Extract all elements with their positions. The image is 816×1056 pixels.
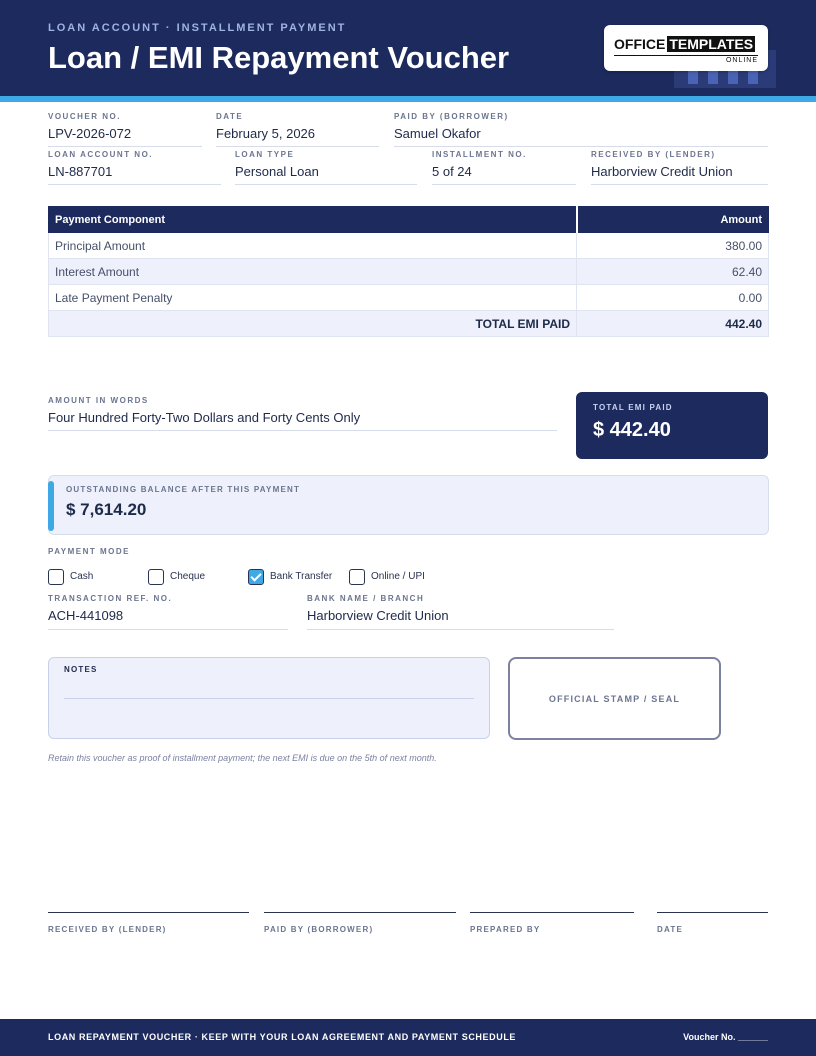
notes-line [64,698,474,699]
amount-cell[interactable]: 0.00 [577,285,769,311]
received-by-field[interactable] [591,150,768,185]
payment-table [48,206,769,337]
accent-bar [0,96,816,102]
field-label: DATE [216,112,244,121]
table-row [49,259,769,285]
signature-received-by[interactable] [48,912,249,937]
field-label: VOUCHER NO. [48,112,121,121]
table-row [49,233,769,259]
field-value: Four Hundred Forty-Two Dollars and Forty Cents Only [48,410,361,425]
total-label: TOTAL EMI PAID [49,311,577,337]
table-total-row [49,311,769,337]
balance-value: $ 7,614.20 [66,500,147,519]
signature-prepared-by[interactable] [470,912,634,937]
signature-label: DATE [657,925,683,934]
payment-option-cheque[interactable] [148,568,205,585]
field-value: LPV-2026-072 [48,126,132,141]
loan-type-field[interactable] [235,150,417,185]
field-value: February 5, 2026 [216,126,316,141]
bank-name-field[interactable] [307,594,614,630]
installment-field[interactable] [432,150,576,185]
option-label: Online / UPI [371,571,425,582]
voucher-no-field[interactable] [48,112,202,147]
field-value: 5 of 24 [432,164,472,179]
brand-logo [604,25,768,71]
signature-paid-by[interactable] [264,912,456,937]
option-label: Bank Transfer [270,571,333,582]
component-cell: Interest Amount [49,259,577,285]
amount-cell[interactable]: 62.40 [577,259,769,285]
field-label: PAID BY (BORROWER) [394,112,509,121]
total-box-value: $ 442.40 [593,419,671,441]
field-label: LOAN TYPE [235,150,295,159]
paid-by-field[interactable] [394,112,768,147]
total-value: 442.40 [577,311,769,337]
date-field[interactable] [216,112,379,147]
field-label: RECEIVED BY (LENDER) [591,150,716,159]
field-label: BANK NAME / BRANCH [307,594,425,603]
notes-box[interactable] [48,657,490,739]
balance-accent-stripe [48,481,54,531]
logo-subtext: ONLINE [614,55,758,64]
header [0,0,816,96]
table-header-row [49,207,769,233]
stamp-label: OFFICIAL STAMP / SEAL [548,693,681,704]
footer-text: LOAN REPAYMENT VOUCHER · KEEP WITH YOUR LOAN AGREEMENT AND PAYMENT SCHEDULE [48,1032,517,1042]
component-cell: Late Payment Penalty [49,285,577,311]
checkbox[interactable] [349,569,365,585]
field-value: Harborview Credit Union [591,164,733,179]
payment-option-cash[interactable] [48,568,93,585]
column-header-amount: Amount [577,207,769,233]
field-value: LN-887701 [48,164,113,179]
logo-text: OFFICE TEMPLATES [614,36,754,52]
signature-date[interactable] [657,912,768,937]
outstanding-balance-panel [48,475,769,535]
official-stamp-box [508,657,721,740]
payment-mode-label: PAYMENT MODE [48,547,131,556]
checkbox-checked[interactable] [248,569,264,585]
component-cell: Principal Amount [49,233,577,259]
field-value: ACH-441098 [48,608,124,623]
table-row [49,285,769,311]
signature-label: PREPARED BY [470,925,541,934]
option-label: Cheque [170,571,206,582]
balance-label: OUTSTANDING BALANCE AFTER THIS PAYMENT [66,485,301,494]
signature-label: RECEIVED BY (LENDER) [48,925,167,934]
signature-label: PAID BY (BORROWER) [264,925,374,934]
field-label: AMOUNT IN WORDS [48,396,149,405]
payment-option-bank-transfer[interactable] [248,568,332,585]
option-label: Cash [70,571,94,582]
total-box-label: TOTAL EMI PAID [593,403,673,412]
column-header-component: Payment Component [49,207,577,233]
checkbox[interactable] [48,569,64,585]
amount-in-words-field[interactable] [48,396,557,431]
field-label: INSTALLMENT NO. [432,150,527,159]
field-label: TRANSACTION REF. NO. [48,594,173,603]
loan-account-field[interactable] [48,150,221,185]
amount-cell[interactable]: 380.00 [577,233,769,259]
footer-voucher-no: Voucher No. ______ [683,1032,768,1042]
transaction-ref-field[interactable] [48,594,288,630]
field-value: Samuel Okafor [394,126,481,141]
checkbox[interactable] [148,569,164,585]
field-value: Personal Loan [235,164,319,179]
notes-label: NOTES [64,665,98,674]
header-eyebrow: LOAN ACCOUNT · INSTALLMENT PAYMENT [48,22,347,34]
field-label: LOAN ACCOUNT NO. [48,150,154,159]
payment-option-online-upi[interactable] [349,568,425,585]
footer [0,1019,816,1056]
disclaimer-text: Retain this voucher as proof of installment payment; the next EMI is due on the 5th of next month. [48,753,437,763]
page-title: Loan / EMI Repayment Voucher [48,40,510,75]
field-value: Harborview Credit Union [307,608,449,623]
total-emi-box [576,392,768,459]
